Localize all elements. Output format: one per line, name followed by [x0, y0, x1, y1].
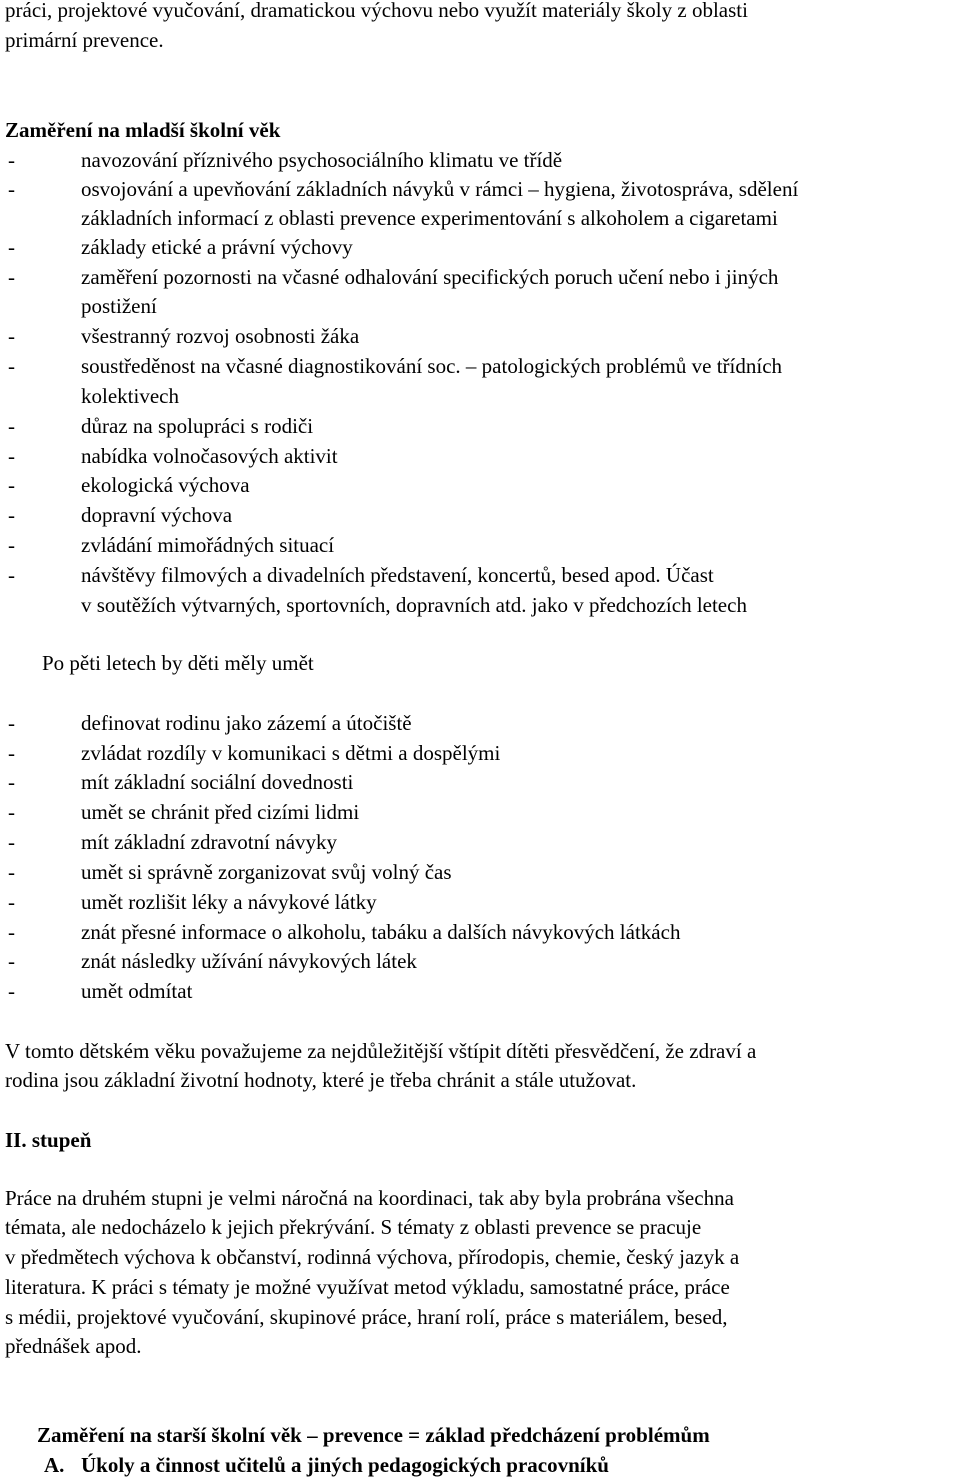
- list-item: mít základní zdravotní návyky: [81, 830, 338, 854]
- list-item-continuation: postižení: [81, 294, 157, 318]
- bullet-dash: -: [8, 979, 15, 1003]
- paragraph-line: přednášek apod.: [5, 1334, 142, 1358]
- list-item: zvládat rozdíly v komunikaci s dětmi a dospělými: [81, 741, 501, 765]
- paragraph-line: literatura. K práci s tématy je možné využívat metod výkladu, samostatné práce, práce: [5, 1275, 730, 1299]
- bullet-dash: -: [8, 533, 15, 557]
- bullet-dash: -: [8, 920, 15, 944]
- bullet-dash: -: [8, 324, 15, 348]
- bullet-dash: -: [8, 711, 15, 735]
- list-item: znát následky užívání návykových látek: [81, 949, 417, 973]
- list-item: nabídka volnočasových aktivit: [81, 444, 338, 468]
- intro-line: primární prevence.: [5, 28, 164, 52]
- bullet-dash: -: [8, 444, 15, 468]
- list-item: znát přesné informace o alkoholu, tabáku a dalších návykových látkách: [81, 920, 681, 944]
- list-item: všestranný rozvoj osobnosti žáka: [81, 324, 360, 348]
- bullet-dash: -: [8, 563, 15, 587]
- conclusion-line: V tomto dětském věku považujeme za nejdůležitější vštípit dítěti přesvědčení, že zdraví a: [5, 1039, 757, 1063]
- bullet-dash: -: [8, 890, 15, 914]
- list-item-continuation: základních informací z oblasti prevence experimentování s alkoholem a cigaretami: [81, 206, 778, 230]
- list-item: důraz na spolupráci s rodiči: [81, 414, 314, 438]
- bullet-dash: -: [8, 860, 15, 884]
- bullet-dash: -: [8, 741, 15, 765]
- paragraph-line: v předmětech výchova k občanství, rodinná výchova, přírodopis, chemie, český jazyk a: [5, 1245, 740, 1269]
- paragraph-line: Práce na druhém stupni je velmi náročná na koordinaci, tak aby byla probrána všechna: [5, 1186, 734, 1210]
- subsection-letter: A.: [44, 1453, 65, 1477]
- list-item: definovat rodinu jako zázemí a útočiště: [81, 711, 412, 735]
- section-heading-young: Zaměření na mladší školní věk: [5, 118, 281, 142]
- section-heading-older: Zaměření na starší školní věk – prevence = základ předcházení problémům: [37, 1423, 710, 1447]
- list-item: umět se chránit před cizími lidmi: [81, 800, 360, 824]
- bullet-dash: -: [8, 265, 15, 289]
- bullet-dash: -: [8, 949, 15, 973]
- list-item-continuation: kolektivech: [81, 384, 179, 408]
- bullet-dash: -: [8, 800, 15, 824]
- list-item: umět odmítat: [81, 979, 193, 1003]
- list-item: ekologická výchova: [81, 473, 250, 497]
- list-item: soustředěnost na včasné diagnostikování soc. – patologických problémů ve třídních: [81, 354, 783, 378]
- list-item: navozování příznivého psychosociálního klimatu ve třídě: [81, 148, 563, 172]
- list-item: osvojování a upevňování základních návyků v rámci – hygiena, životospráva, sdělení: [81, 177, 799, 201]
- bullet-dash: -: [8, 148, 15, 172]
- bullet-dash: -: [8, 503, 15, 527]
- list-item: umět si správně zorganizovat svůj volný čas: [81, 860, 452, 884]
- bullet-dash: -: [8, 354, 15, 378]
- list-item: umět rozlišit léky a návykové látky: [81, 890, 377, 914]
- paragraph-line: s médii, projektové vyučování, skupinové práce, hraní rolí, práce s materiálem, besed,: [5, 1305, 728, 1329]
- list-item: mít základní sociální dovednosti: [81, 770, 354, 794]
- list-item: dopravní výchova: [81, 503, 233, 527]
- list-item: základy etické a právní výchovy: [81, 235, 353, 259]
- subsection-heading: Úkoly a činnost učitelů a jiných pedagogických pracovníků: [81, 1453, 609, 1477]
- paragraph-line: témata, ale nedocházelo k jejich překrývání. S tématy z oblasti prevence se pracuje: [5, 1215, 702, 1239]
- conclusion-line: rodina jsou základní životní hodnoty, které je třeba chránit a stále utužovat.: [5, 1068, 637, 1092]
- bullet-dash: -: [8, 770, 15, 794]
- section-heading-second-stage: II. stupeň: [5, 1128, 92, 1152]
- bullet-dash: -: [8, 177, 15, 201]
- intro-line: práci, projektové vyučování, dramatickou výchovu nebo využít materiály školy z oblasti: [5, 0, 748, 22]
- bullet-dash: -: [8, 473, 15, 497]
- bullet-dash: -: [8, 414, 15, 438]
- list-item: zvládání mimořádných situací: [81, 533, 335, 557]
- list-item-continuation: v soutěžích výtvarných, sportovních, dopravních atd. jako v předchozích letech: [81, 593, 747, 617]
- section-heading-after-five: Po pěti letech by děti měly umět: [42, 651, 314, 675]
- list-item: návštěvy filmových a divadelních představení, koncertů, besed apod. Účast: [81, 563, 714, 587]
- bullet-dash: -: [8, 235, 15, 259]
- bullet-dash: -: [8, 830, 15, 854]
- list-item: zaměření pozornosti na včasné odhalování specifických poruch učení nebo i jiných: [81, 265, 779, 289]
